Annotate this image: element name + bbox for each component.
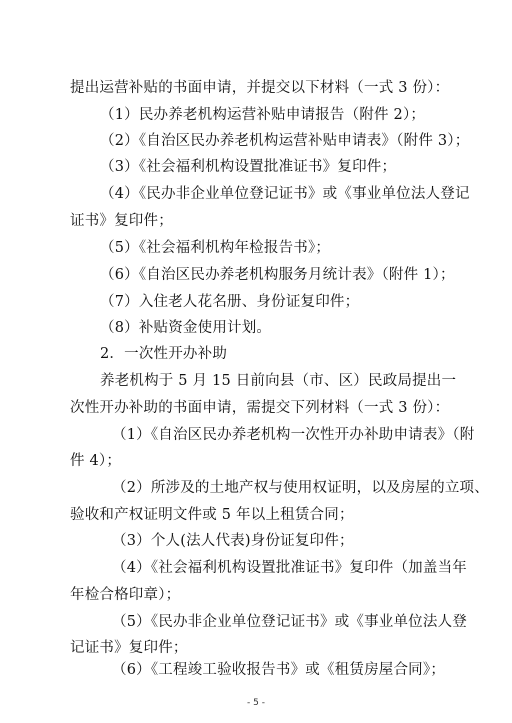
list-item: （5）《民办非企业单位登记证书》或《事业单位法人登 — [112, 614, 467, 630]
text-line: 验收和产权证明文件或 5 年以上租赁合同； — [70, 507, 354, 523]
list-item: （2）所涉及的土地产权与使用权证明，以及房屋的立项、 — [112, 480, 489, 496]
list-item: （5）《社会福利机构年检报告书》； — [100, 240, 331, 256]
list-item: （7）入住老人花名册、身份证复印件； — [100, 294, 360, 310]
list-item: （2）《自治区民办养老机构运营补贴申请表》（附件 3）； — [100, 133, 470, 149]
text-line: 养老机构于 5 月 15 日前向县（市、区）民政局提出一 — [100, 373, 457, 389]
list-item: （6）《自治区民办养老机构服务月统计表》（附件 1）； — [100, 267, 455, 283]
page-number: - 5 - — [247, 698, 265, 708]
list-item: （8）补贴资金使用计划。 — [100, 320, 272, 336]
list-item: （3）个人(法人代表)身份证复印件； — [112, 533, 354, 549]
text-line: 提出运营补贴的书面申请，并提交以下材料（一式 3 份）： — [70, 80, 450, 96]
text-line: 证书》复印件； — [70, 213, 173, 229]
text-line: 件 4）； — [70, 453, 122, 469]
list-item: （3）《社会福利机构设置批准证书》复印件； — [100, 159, 397, 175]
list-item: （4）《民办非企业单位登记证书》或《事业单位法人登记 — [100, 186, 470, 202]
text-line: 记证书》复印件； — [70, 640, 188, 656]
section-heading: 2．一次性开办补助 — [100, 346, 228, 362]
list-item: （4）《社会福利机构设置批准证书》复印件（加盖当年 — [112, 560, 467, 576]
list-item: （1）《自治区民办养老机构一次性开办补助申请表》（附 — [112, 427, 475, 443]
text-line: 年检合格印章）； — [70, 587, 181, 603]
text-line: 次性开办补助的书面申请，需提交下列材料（一式 3 份）： — [70, 400, 450, 416]
list-item: （6）《工程竣工验收报告书》或《租赁房屋合同》； — [112, 662, 446, 678]
list-item: （1）民办养老机构运营补贴申请报告（附件 2）； — [100, 107, 426, 123]
